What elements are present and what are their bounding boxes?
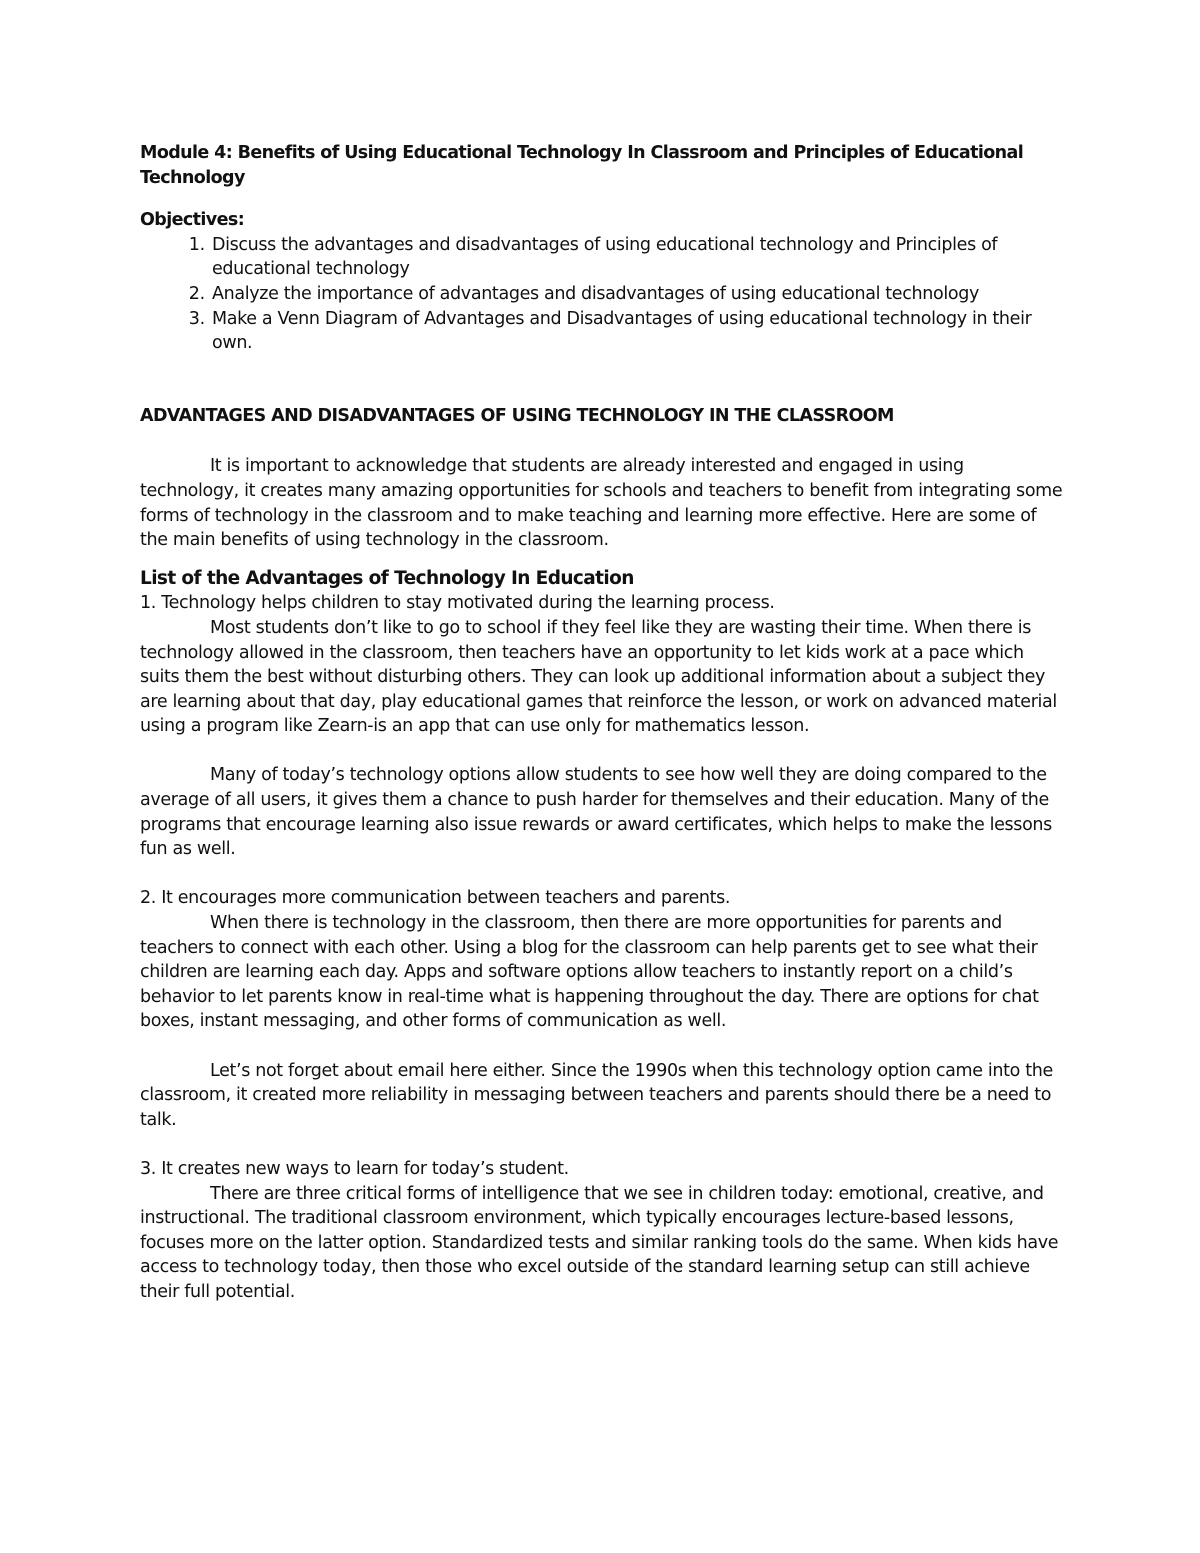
advantage-1-paragraph-1: Most students don’t like to go to school if they feel like they are wasting their time. When there is technology allowed in the classroom, then teachers have an opportunity to let kids work at a pace which suits them the best without disturbing others. They can look up additional information about a subject they are learning about that day, play educational games that reinforce the lesson, or work on advanced material using a program like Zearn-is an app that can use only for mathematics lesson. xyxy=(140,617,1057,737)
intro-paragraph: It is important to acknowledge that students are already interested and engaged in using technology, it creates many amazing opportunities for schools and teachers to benefit from integrating some forms of technology in the classroom and to make teaching and learning more effective. Here are some of the main benefits of using technology in the classroom. xyxy=(140,456,1063,551)
advantage-2-title: 2. It encourages more communication between teachers and parents. xyxy=(140,888,731,909)
advantages-heading: List of the Advantages of Technology In Education xyxy=(140,567,634,589)
advantage-1-paragraph-2: Many of today’s technology options allow students to see how well they are doing compared to the average of all users, it gives them a chance to push harder for themselves and their education. Many of the programs that encourage learning also issue rewards or award certificates, which helps to make the lessons fun as well. xyxy=(140,765,1052,860)
advantage-3-title: 3. It creates new ways to learn for today’s student. xyxy=(140,1158,569,1179)
paragraph-gap xyxy=(140,862,1065,887)
paragraph-gap xyxy=(140,1132,1065,1157)
objective-item: 2. Analyze the importance of advantages and disadvantages of using educational technology xyxy=(210,282,1065,307)
objectives-heading: Objectives: xyxy=(140,210,245,231)
advantage-3-paragraph-1: There are three critical forms of intelligence that we see in children today: emotional, creative, and instructional. The traditional classroom environment, which typically encourages lecture-based lessons, focuses more on the latter option. Standardized tests and similar ranking tools do the same. When kids have access to technology today, then those who excel outside of the standard learning setup can still achieve their full potential. xyxy=(140,1183,1059,1302)
objective-item: 3. Make a Venn Diagram of Advantages and Disadvantages of using educational technology in their own. xyxy=(210,307,1065,356)
paragraph-gap xyxy=(140,1034,1065,1059)
advantage-1-title: 1. Technology helps children to stay motivated during the learning process. xyxy=(140,593,775,614)
document-page xyxy=(140,141,1065,1305)
document-title: Module 4: Benefits of Using Educational Technology In Classroom and Principles of Educational Technology xyxy=(140,143,1024,188)
advantage-2-paragraph-2: Let’s not forget about email here either. Since the 1990s when this technology option came into the classroom, it created more reliability in messaging between teachers and parents should there be a need to talk. xyxy=(140,1060,1053,1130)
objective-item: 1. Discuss the advantages and disadvantages of using educational technology and Principles of educational technology xyxy=(210,233,1065,282)
objectives-list xyxy=(140,233,1065,356)
paragraph-gap xyxy=(140,739,1065,764)
section-heading: ADVANTAGES AND DISADVANTAGES OF USING TECHNOLOGY IN THE CLASSROOM xyxy=(140,405,894,426)
advantage-2-paragraph-1: When there is technology in the classroom, then there are more opportunities for parents and teachers to connect with each other. Using a blog for the classroom can help parents get to see what their children are learning each day. Apps and software options allow teachers to instantly report on a child’s behavior to let parents know in real-time what is happening throughout the day. There are options for chat boxes, instant messaging, and other forms of communication as well. xyxy=(140,913,1039,1032)
